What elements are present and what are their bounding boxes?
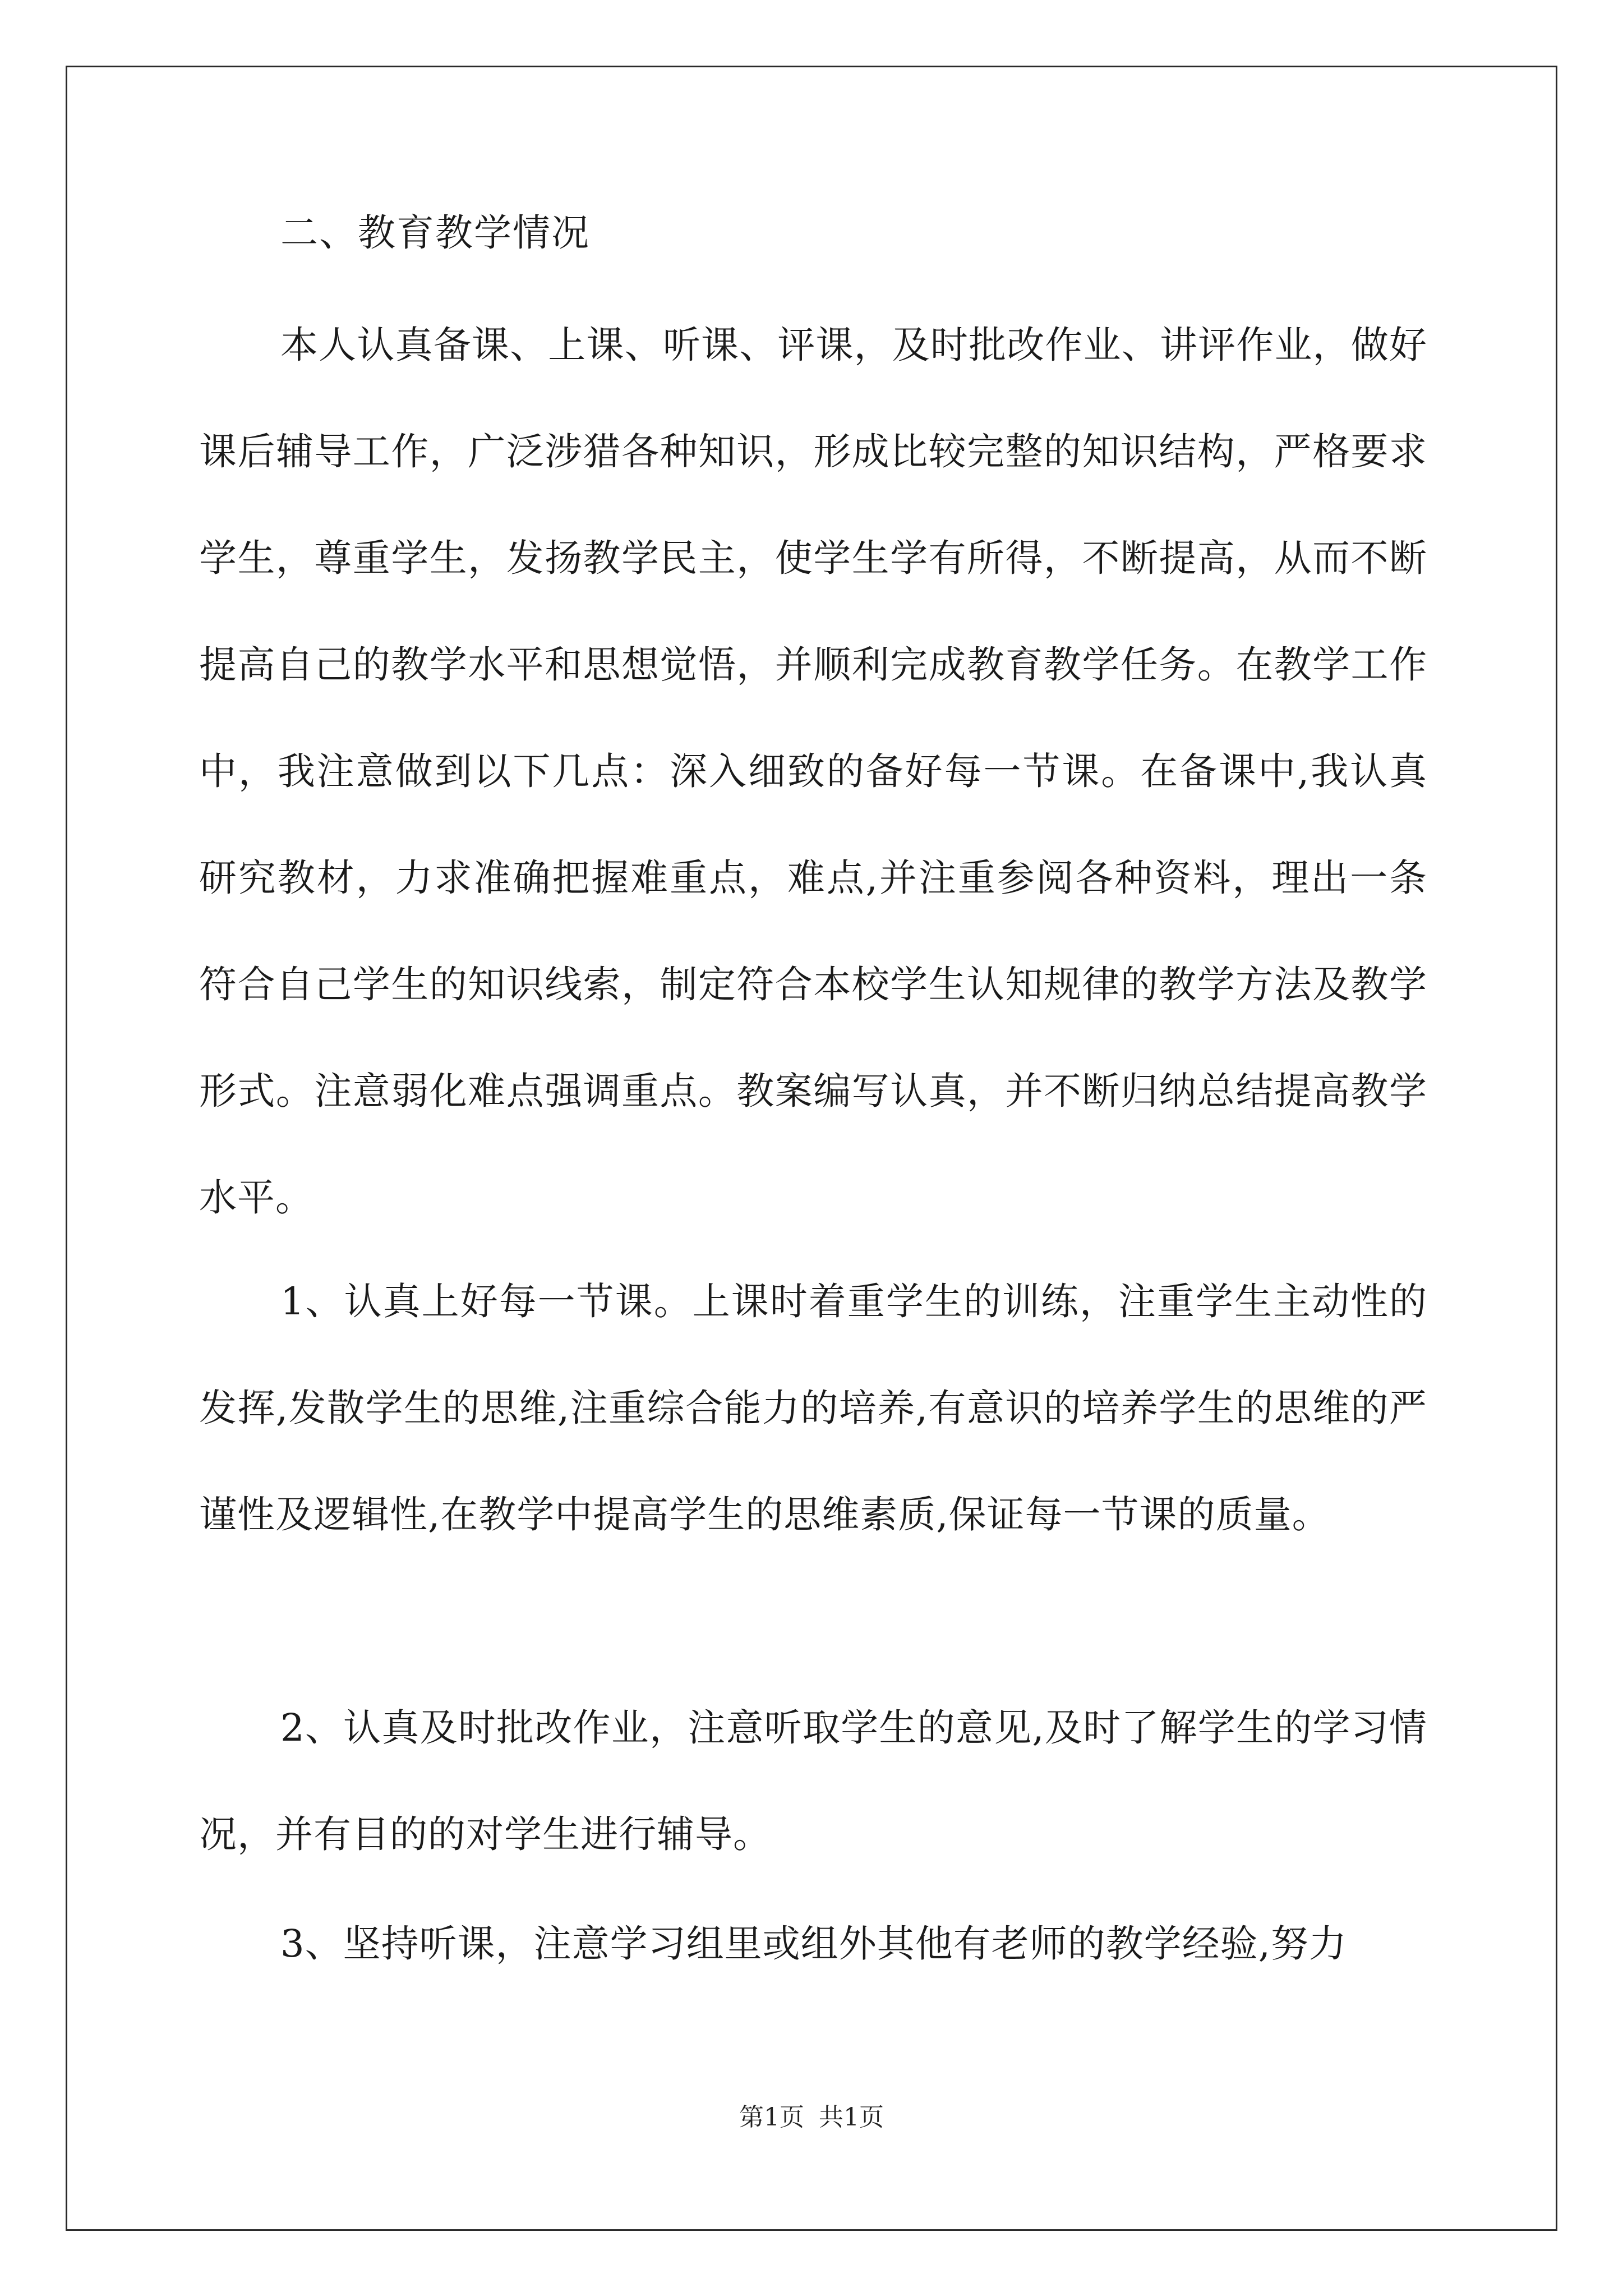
paragraph-intro: 本人认真备课、上课、听课、评课，及时批改作业、讲评作业，做好课后辅导工作，广泛涉猎各种知识，形成比较完整的知识结构，严格要求学生，尊重学生，发扬教学民主，使学生学有所得，不断提高，从而不断提高自己的教学水平和思想觉悟，并顺利完成教育教学任务。在教学工作中，我注意做到以下几点：深入细致的备好每一节课。在备课中,我认真研究教材，力求准确把握难重点，难点,并注重参阅各种资料，理出一条符合自己学生的知识线索，制定符合本校学生认知规律的教学方法及教学形式。注意弱化难点强调重点。教案编写认真，并不断归纳总结提高教学水平。 [199,323,1427,1220]
page-footer [0,2101,1623,2134]
page-number: 第1页 [739,2103,804,2132]
section-heading: 二、教育教学情况 [280,211,590,255]
paragraph-point-2: 2、认真及时批改作业，注意听取学生的意见,及时了解学生的学习情况，并有目的的对学生进行辅导。 [199,1706,1427,1856]
page-total: 共1页 [819,2103,884,2132]
paragraph-point-1: 1、认真上好每一节课。上课时着重学生的训练，注重学生主动性的发挥,发散学生的思维,注重综合能力的培养,有意识的培养学生的思维的严谨性及逻辑性,在教学中提高学生的思维素质,保证每一节课的质量。 [199,1280,1427,1536]
paragraph-point-3: 3、坚持听课，注意学习组里或组外其他有老师的教学经验,努力 [280,1922,1347,1966]
